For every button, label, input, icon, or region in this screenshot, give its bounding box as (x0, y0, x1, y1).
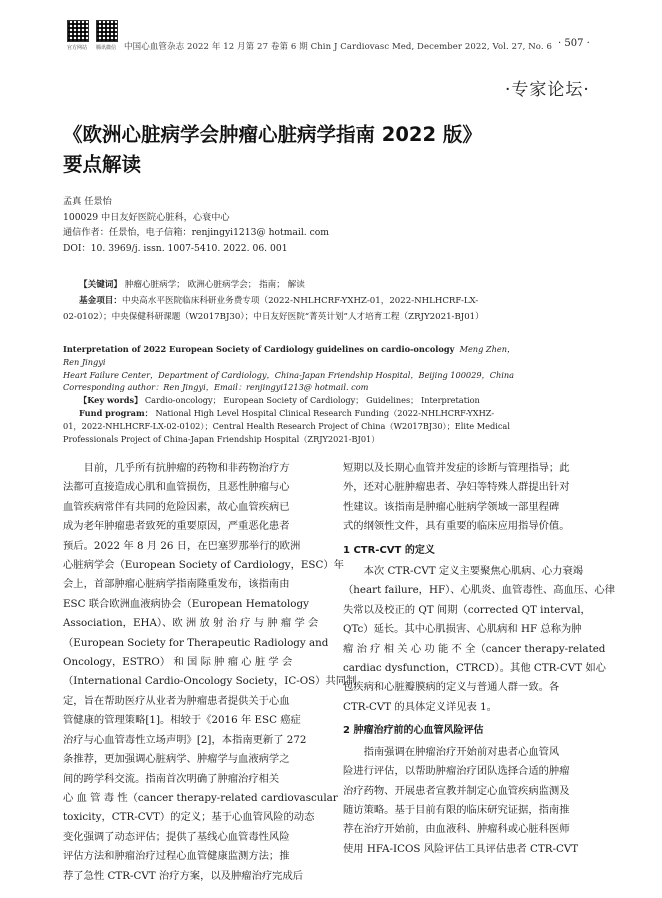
text-line: 心脏病学会（European Society of Cardiology，ESC）年 (63, 559, 344, 572)
cn-keywords-text: 肿瘤心脏病学； 欧洲心脏病学会； 指南； 解读 (124, 280, 305, 290)
english-fund-line-1: Fund program： National High Level Hospital Clinical Research Funding（2022-NHLHCRF-YXHZ- (79, 407, 495, 418)
english-fund-label: Fund program： (79, 407, 153, 418)
text-line: 失常以及校正的 QT 间期（corrected QT interval， (343, 603, 591, 616)
english-keywords-label: 【Key words】 (79, 395, 143, 406)
cn-keywords-fund (63, 277, 603, 325)
correspondence: 通信作者：任景怡，电子信箱：renjingyi1213@ hotmail. com (63, 227, 330, 238)
text-line: QTc）延长。其中心肌损害、心肌病和 HF 总称为肿 (343, 623, 582, 636)
text-line: 外，还对心脏肿瘤患者、孕妇等特殊人群提出针对 (343, 481, 570, 494)
text-line: 随访策略。基于目前有限的临床研究证据，指南推 (343, 803, 570, 816)
article-title-line-2: 要点解读 (63, 153, 142, 176)
journal-running-header: 中国心血管杂志 2022 年 12 月第 27 卷第 6 期 Chin J Cardiovasc Med, December 2022, Vol. 27, No. 6 (124, 42, 552, 52)
doi: DOI：10. 3969/j. issn. 1007-5410. 2022. 06. 001 (63, 242, 288, 254)
qr-code-wechat[interactable] (96, 20, 118, 42)
text-line: 会上，首部肿瘤心脏病学指南隆重发布，该指南由 (63, 578, 290, 591)
english-correspondence: Corresponding author：Ren Jingyi，Email：renjingyi1213@ hotmail. com (63, 382, 369, 393)
body-right-column (343, 459, 615, 859)
text-line: 管健康的管理策略[1]。相较于《2016 年 ESC 癌症 (63, 714, 301, 727)
text-line: （European Society for Therapeutic Radiology and (63, 636, 329, 649)
cn-fund-label: 基金项目： (79, 296, 122, 306)
article-title-line-1: 《欧洲心脏病学会肿瘤心脏病学指南 2022 版》 (63, 123, 482, 146)
text-line: 预后。2022 年 8 月 26 日，在巴塞罗那举行的欧洲 (63, 539, 301, 552)
page-number: · 507 · (558, 38, 590, 49)
article-title (63, 120, 623, 180)
english-fund-line-3: Professionals Project of China-Japan Friendship Hospital（ZRJY2021-BJ01） (63, 433, 380, 444)
text-line: Association，EHA）、欧 洲 放 射 治 疗 与 肿 瘤 学 会 (63, 617, 319, 630)
english-author-1: Meng Zhen， (459, 344, 516, 354)
english-title-row (63, 343, 623, 356)
english-keywords: 【Key words】 Cardio-oncology； European Society of Cardiology； Guidelines； Interpretation (79, 395, 480, 406)
section-tag: ·专家论坛· (505, 80, 590, 100)
right-paragraph-1 (343, 459, 601, 537)
qr-code-website[interactable] (67, 20, 89, 42)
text-line: （heart failure，HF）、心肌炎、血管毒性、高血压、心律 (343, 584, 615, 597)
qr-caption-website: 官方网站 (66, 45, 87, 51)
cn-keywords (63, 277, 603, 293)
right-paragraph-3 (343, 743, 601, 859)
body-left-column (63, 459, 357, 886)
text-line: （International Cardio-Oncology Society，IC-OS）共同制 (63, 675, 357, 688)
cn-fund-line-1: 基金项目：中央高水平医院临床科研业务费专项（2022-NHLHCRF-YXHZ-01，2022-NHLHCRF-LX- (79, 296, 479, 306)
text-line: 荐在治疗开始前，由血液科、肿瘤科或心脏科医师 (343, 823, 570, 836)
english-block (63, 343, 623, 445)
cn-fund-line-2: 02-0102）；中央保健科研课题（W2017BJ30）；中日友好医院“菁英计划”人才培育工程（ZRJY2021-BJ01） (63, 312, 484, 322)
text-line: 指南强调在肿瘤治疗开始前对患者心血管风 (363, 745, 560, 758)
text-line: CTR-CVT 的具体定义详见表 1。 (343, 700, 497, 713)
text-line: ESC 联合欧洲血液病协会（European Hematology (63, 597, 309, 610)
text-line: 荐了急性 CTR-CVT 治疗方案，以及肿瘤治疗完成后 (63, 869, 304, 882)
text-line: 目前，几乎所有抗肿瘤的药物和非药物治疗方 (83, 462, 290, 474)
text-line: 治疗与心血管毒性立场声明》[2]，本指南更新了 272 (63, 733, 307, 746)
text-line: toxicity，CTR-CVT）的定义；基于心血管风险的动态 (63, 811, 315, 824)
text-line: 治疗药物、开展患者宣教并制定心血管疾病监测及 (343, 784, 570, 797)
text-line: 条推荐，更加强调心脏病学、肿瘤学与血液病学之 (63, 753, 290, 766)
text-line: 变化强调了动态评估；提供了基线心血管毒性风险 (63, 830, 290, 843)
section-heading-2: 2 肿瘤治疗前的心血管风险评估 (343, 725, 484, 737)
text-line: 性建议。该指南是肿瘤心脏病学领域一部里程碑 (343, 500, 560, 513)
text-line: 评估方法和肿瘤治疗过程心血管健康监测方法；推 (63, 850, 290, 863)
text-line: 本次 CTR-CVT 定义主要聚焦心肌病、心力衰竭 (363, 565, 584, 578)
text-line: 包疾病和心脏瓣膜病的定义与普通人群一致。各 (343, 681, 560, 694)
text-line: 血管疾病常伴有共同的危险因素，故心血管疾病已 (63, 500, 290, 513)
text-line: 式的纲领性文件，具有重要的临床应用指导价值。 (343, 520, 570, 533)
text-line: 短期以及长期心血管并发症的诊断与管理指导；此 (343, 462, 570, 474)
english-title: Interpretation of 2022 European Society of Cardiology guidelines on cardio-oncology (63, 344, 455, 354)
authors: 孟真 任景怡 (63, 196, 112, 207)
text-line: 心 血 管 毒 性（cancer therapy-related cardiovascular (63, 791, 338, 804)
text-line: 瘤 治 疗 相 关 心 功 能 不 全（cancer therapy-related (343, 642, 606, 655)
text-line: 法都可直接造成心肌和血管损伤，且恶性肿瘤与心 (63, 481, 290, 494)
text-line: cardiac dysfunction，CTRCD）。其他 CTR-CVT 如心 (343, 662, 606, 675)
text-line: 定，旨在帮助医疗从业者为肿瘤患者提供关于心血 (63, 694, 290, 707)
qr-caption-wechat: 腾讯微信 (95, 45, 116, 51)
text-line: 使用 HFA-ICOS 风险评估工具评估患者 CTR-CVT (343, 842, 579, 855)
text-line: 间的跨学科交流。指南首次明确了肿瘤治疗相关 (63, 772, 280, 785)
english-fund-line-2: 01，2022-NHLHCRF-LX-02-0102）；Central Health Research Project of China（W2017BJ30）；Elite Medical (63, 420, 510, 431)
affiliation: 100029 中日友好医院心脏科，心衰中心 (63, 211, 230, 223)
text-line: 成为老年肿瘤患者致死的重要原因，严重恶化患者 (63, 520, 290, 533)
right-paragraph-2 (343, 562, 615, 717)
section-heading-1: 1 CTR-CVT 的定义 (343, 544, 435, 556)
english-affiliation: Heart Failure Center，Department of Cardiology，China-Japan Friendship Hospital，Beijing 100029，China (63, 369, 515, 380)
english-author-2: Ren Jingyi (63, 356, 106, 367)
text-line: Oncology，ESTRO） 和 国 际 肿 瘤 心 脏 学 会 (63, 656, 293, 669)
cn-keywords-label: 【关键词】 (79, 280, 122, 290)
text-line: 险进行评估，以帮助肿瘤治疗团队选择合适的肿瘤 (343, 765, 570, 778)
author-block (63, 194, 329, 256)
